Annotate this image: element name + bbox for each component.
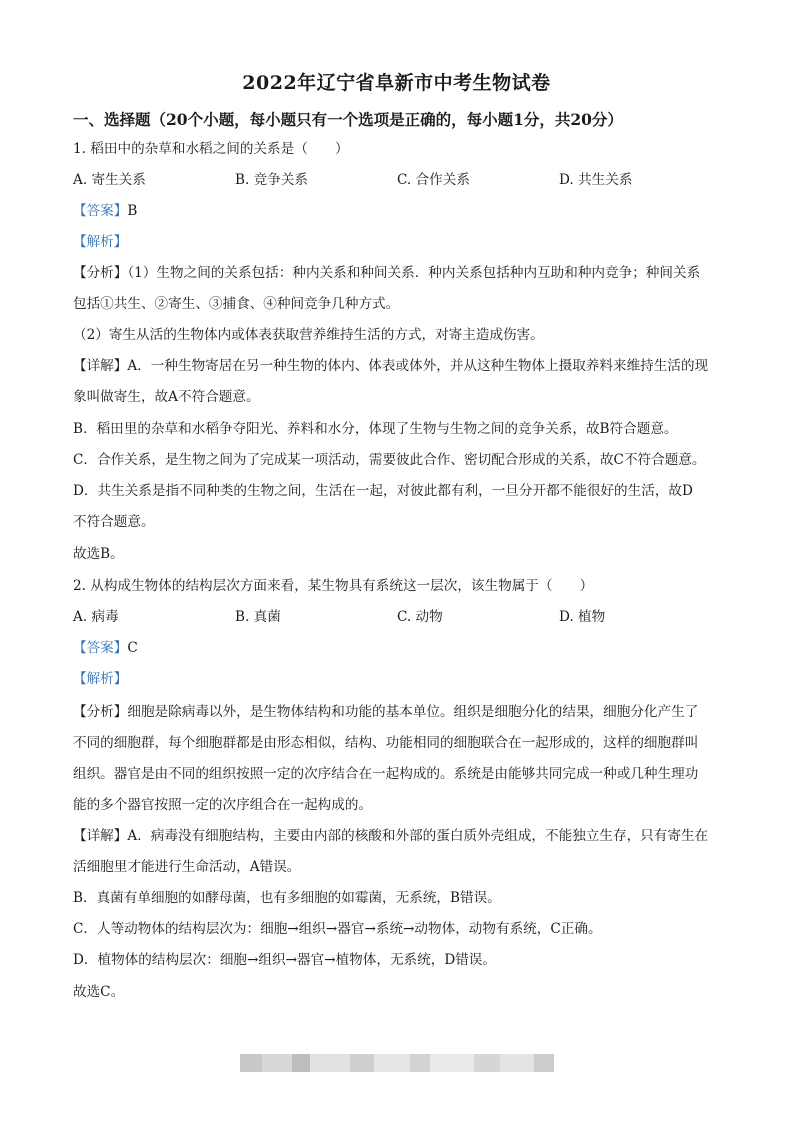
question-1-analysis-line: D．共生关系是指不同种类的生物之间，生活在一起，对彼此都有利，一旦分开都不能很好的生活，故D (73, 483, 693, 499)
question-2-analysis-line: 能的多个器官按照一定的次序组合在一起构成的。 (73, 797, 373, 813)
question-1-analysis-line: 不符合题意。 (73, 514, 155, 530)
question-1-analysis-tag: 【解析】 (73, 234, 128, 250)
question-2-analysis-line: 【分析】细胞是除病毒以外，是生物体结构和功能的基本单位。组织是细胞分化的结果，细胞分化产生了 (73, 704, 699, 720)
page-title: 2022年辽宁省阜新市中考生物试卷 (242, 72, 551, 94)
blurred-footer-watermark (240, 1054, 554, 1072)
question-2-option-a: A. 病毒 (73, 609, 119, 625)
answer-value: C (127, 640, 138, 656)
question-2-analysis-line: C．人等动物体的结构层次为：细胞→组织→器官→系统→动物体，动物有系统，C正确。 (73, 921, 602, 937)
question-1-analysis-line: （2）寄生从活的生物体内或体表获取营养维持生活的方式，对寄主造成伤害。 (73, 327, 544, 343)
question-1-analysis-line: B．稻田里的杂草和水稻争夺阳光、养料和水分，体现了生物与生物之间的竞争关系，故B符合题意。 (73, 421, 678, 437)
question-2-analysis-line: D．植物体的结构层次：细胞→组织→器官→植物体，无系统，D错误。 (73, 952, 496, 968)
question-1-answer (73, 201, 728, 221)
question-2-stem: 2. 从构成生物体的结构层次方面来看，某生物具有系统这一层次，该生物属于（ ） (73, 578, 594, 594)
answer-tag: 【答案】 (73, 203, 128, 219)
question-2-analysis-line: 组织。器官是由不同的组织按照一定的次序结合在一起构成的。系统是由能够共同完成一种或几种生理功 (73, 766, 699, 782)
section-heading: 一、选择题（20个小题，每小题只有一个选项是正确的，每小题1分，共20分） (73, 110, 623, 129)
question-1-option-d: D. 共生关系 (559, 172, 633, 188)
question-2-option-c: C. 动物 (397, 609, 443, 625)
question-2-conclusion: 故选C。 (73, 984, 125, 1000)
question-2-analysis-tag: 【解析】 (73, 671, 128, 687)
question-1-analysis-line: 象叫做寄生，故A不符合题意。 (73, 389, 260, 405)
question-2-option-b: B. 真菌 (235, 609, 281, 625)
question-1-analysis-line: 包括①共生、②寄生、③捕食、④种间竞争几种方式。 (73, 296, 400, 312)
answer-tag: 【答案】 (73, 640, 128, 656)
question-2-analysis-line: B．真菌有单细胞的如酵母菌，也有多细胞的如霉菌，无系统，B错误。 (73, 890, 501, 906)
question-2-analysis-line: 活细胞里才能进行生命活动，A错误。 (73, 859, 301, 875)
question-2-option-d: D. 植物 (559, 609, 606, 625)
question-2-analysis-line: 不同的细胞群，每个细胞群都是由形态相似，结构、功能相同的细胞联合在一起形成的，这样的细胞群叫 (73, 735, 699, 751)
question-1-conclusion: 故选B。 (73, 546, 124, 562)
question-1-analysis-line: 【分析】（1）生物之间的关系包括：种内关系和种间关系．种内关系包括种内互助和种内竞争；种间关系 (73, 265, 701, 281)
question-1-option-c: C. 合作关系 (397, 172, 470, 188)
answer-value: B (127, 203, 138, 219)
question-1-stem: 1. 稻田中的杂草和水稻之间的关系是（ ） (73, 141, 349, 157)
question-2-answer (73, 638, 728, 658)
question-1-option-a: A. 寄生关系 (73, 172, 146, 188)
question-1-analysis-line: 【详解】A．一种生物寄居在另一种生物的体内、体表或体外，并从这种生物体上摄取养料来维持生活的现 (73, 358, 709, 374)
question-2-analysis-line: 【详解】A．病毒没有细胞结构，主要由内部的核酸和外部的蛋白质外壳组成，不能独立生存，只有寄生在 (73, 828, 709, 844)
question-1-analysis-line: C．合作关系，是生物之间为了完成某一项活动，需要彼此合作、密切配合形成的关系，故C不符合题意。 (73, 452, 706, 468)
question-1-option-b: B. 竞争关系 (235, 172, 309, 188)
